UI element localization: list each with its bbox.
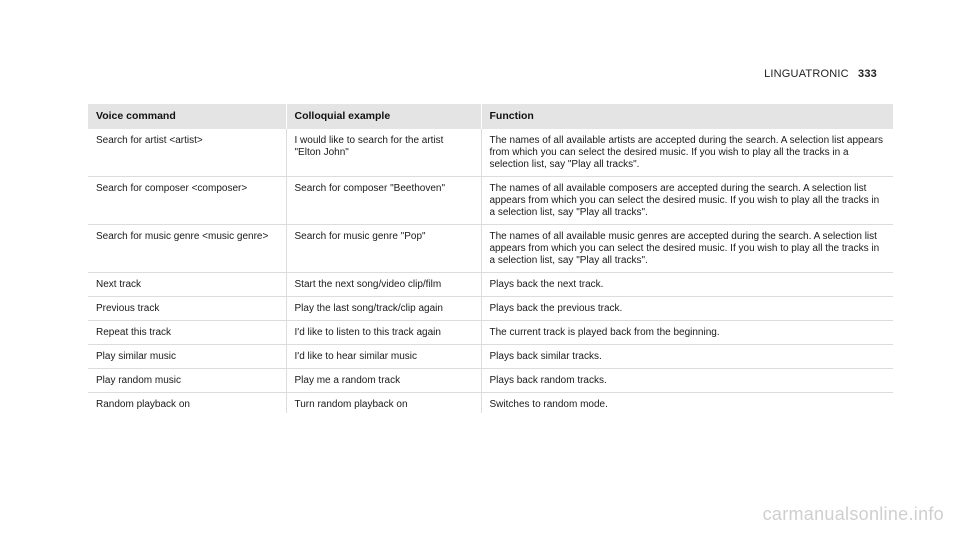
colloquial-example-cell: I would like to search for the artist "Elton John" bbox=[286, 129, 481, 177]
function-cell: Plays back similar tracks. bbox=[481, 345, 893, 369]
table-row bbox=[88, 273, 893, 297]
voice-command-cell: Search for artist <artist> bbox=[88, 129, 286, 177]
column-header-colloquial-example: Colloquial example bbox=[286, 104, 481, 129]
colloquial-example-cell: Start the next song/video clip/film bbox=[286, 273, 481, 297]
colloquial-example-cell: Search for composer "Beethoven" bbox=[286, 177, 481, 225]
function-cell: Plays back the previous track. bbox=[481, 297, 893, 321]
table-row bbox=[88, 225, 893, 273]
function-cell: Plays back random tracks. bbox=[481, 369, 893, 393]
colloquial-example-cell: Play me a random track bbox=[286, 369, 481, 393]
page-number: 333 bbox=[858, 68, 877, 80]
voice-command-cell: Next track bbox=[88, 273, 286, 297]
colloquial-example-cell: I'd like to hear similar music bbox=[286, 345, 481, 369]
table-row bbox=[88, 321, 893, 345]
table-row bbox=[88, 129, 893, 177]
voice-command-cell: Play random music bbox=[88, 369, 286, 393]
column-header-function: Function bbox=[481, 104, 893, 129]
colloquial-example-cell: Play the last song/track/clip again bbox=[286, 297, 481, 321]
function-cell: Plays back the next track. bbox=[481, 273, 893, 297]
voice-command-cell: Search for composer <composer> bbox=[88, 177, 286, 225]
table-row bbox=[88, 177, 893, 225]
page-header bbox=[764, 68, 877, 80]
function-cell: The names of all available music genres are accepted during the search. A selection list appears from which you can select the desired music. If you wish to play all the tracks in a selection list, say "Play all tracks". bbox=[481, 225, 893, 273]
table-header-row bbox=[88, 104, 893, 129]
function-cell: The names of all available artists are accepted during the search. A selection list appears from which you can select the desired music. If you wish to play all the tracks in a selection list, say "Play all tracks". bbox=[481, 129, 893, 177]
colloquial-example-cell: Search for music genre "Pop" bbox=[286, 225, 481, 273]
colloquial-example-cell: Turn random playback on bbox=[286, 393, 481, 414]
function-cell: The names of all available composers are accepted during the search. A selection list appears from which you can select the desired music. If you wish to play all the tracks in a selection list, say "Play all tracks". bbox=[481, 177, 893, 225]
table-row bbox=[88, 297, 893, 321]
colloquial-example-cell: I'd like to listen to this track again bbox=[286, 321, 481, 345]
voice-command-table bbox=[88, 104, 893, 413]
table-row bbox=[88, 369, 893, 393]
watermark: carmanualsonline.info bbox=[762, 504, 944, 524]
voice-command-cell: Random playback on bbox=[96, 399, 190, 410]
voice-command-cell: Repeat this track bbox=[88, 321, 286, 345]
voice-command-cell: Play similar music bbox=[88, 345, 286, 369]
column-header-voice-command: Voice command bbox=[88, 104, 286, 129]
voice-command-cell: Search for music genre <music genre> bbox=[88, 225, 286, 273]
voice-command-cell: Previous track bbox=[88, 297, 286, 321]
function-cell: The current track is played back from the beginning. bbox=[481, 321, 893, 345]
table-row bbox=[88, 393, 893, 414]
table-row bbox=[88, 345, 893, 369]
section-title: LINGUATRONIC bbox=[764, 68, 849, 80]
function-cell: Switches to random mode. bbox=[481, 393, 893, 414]
